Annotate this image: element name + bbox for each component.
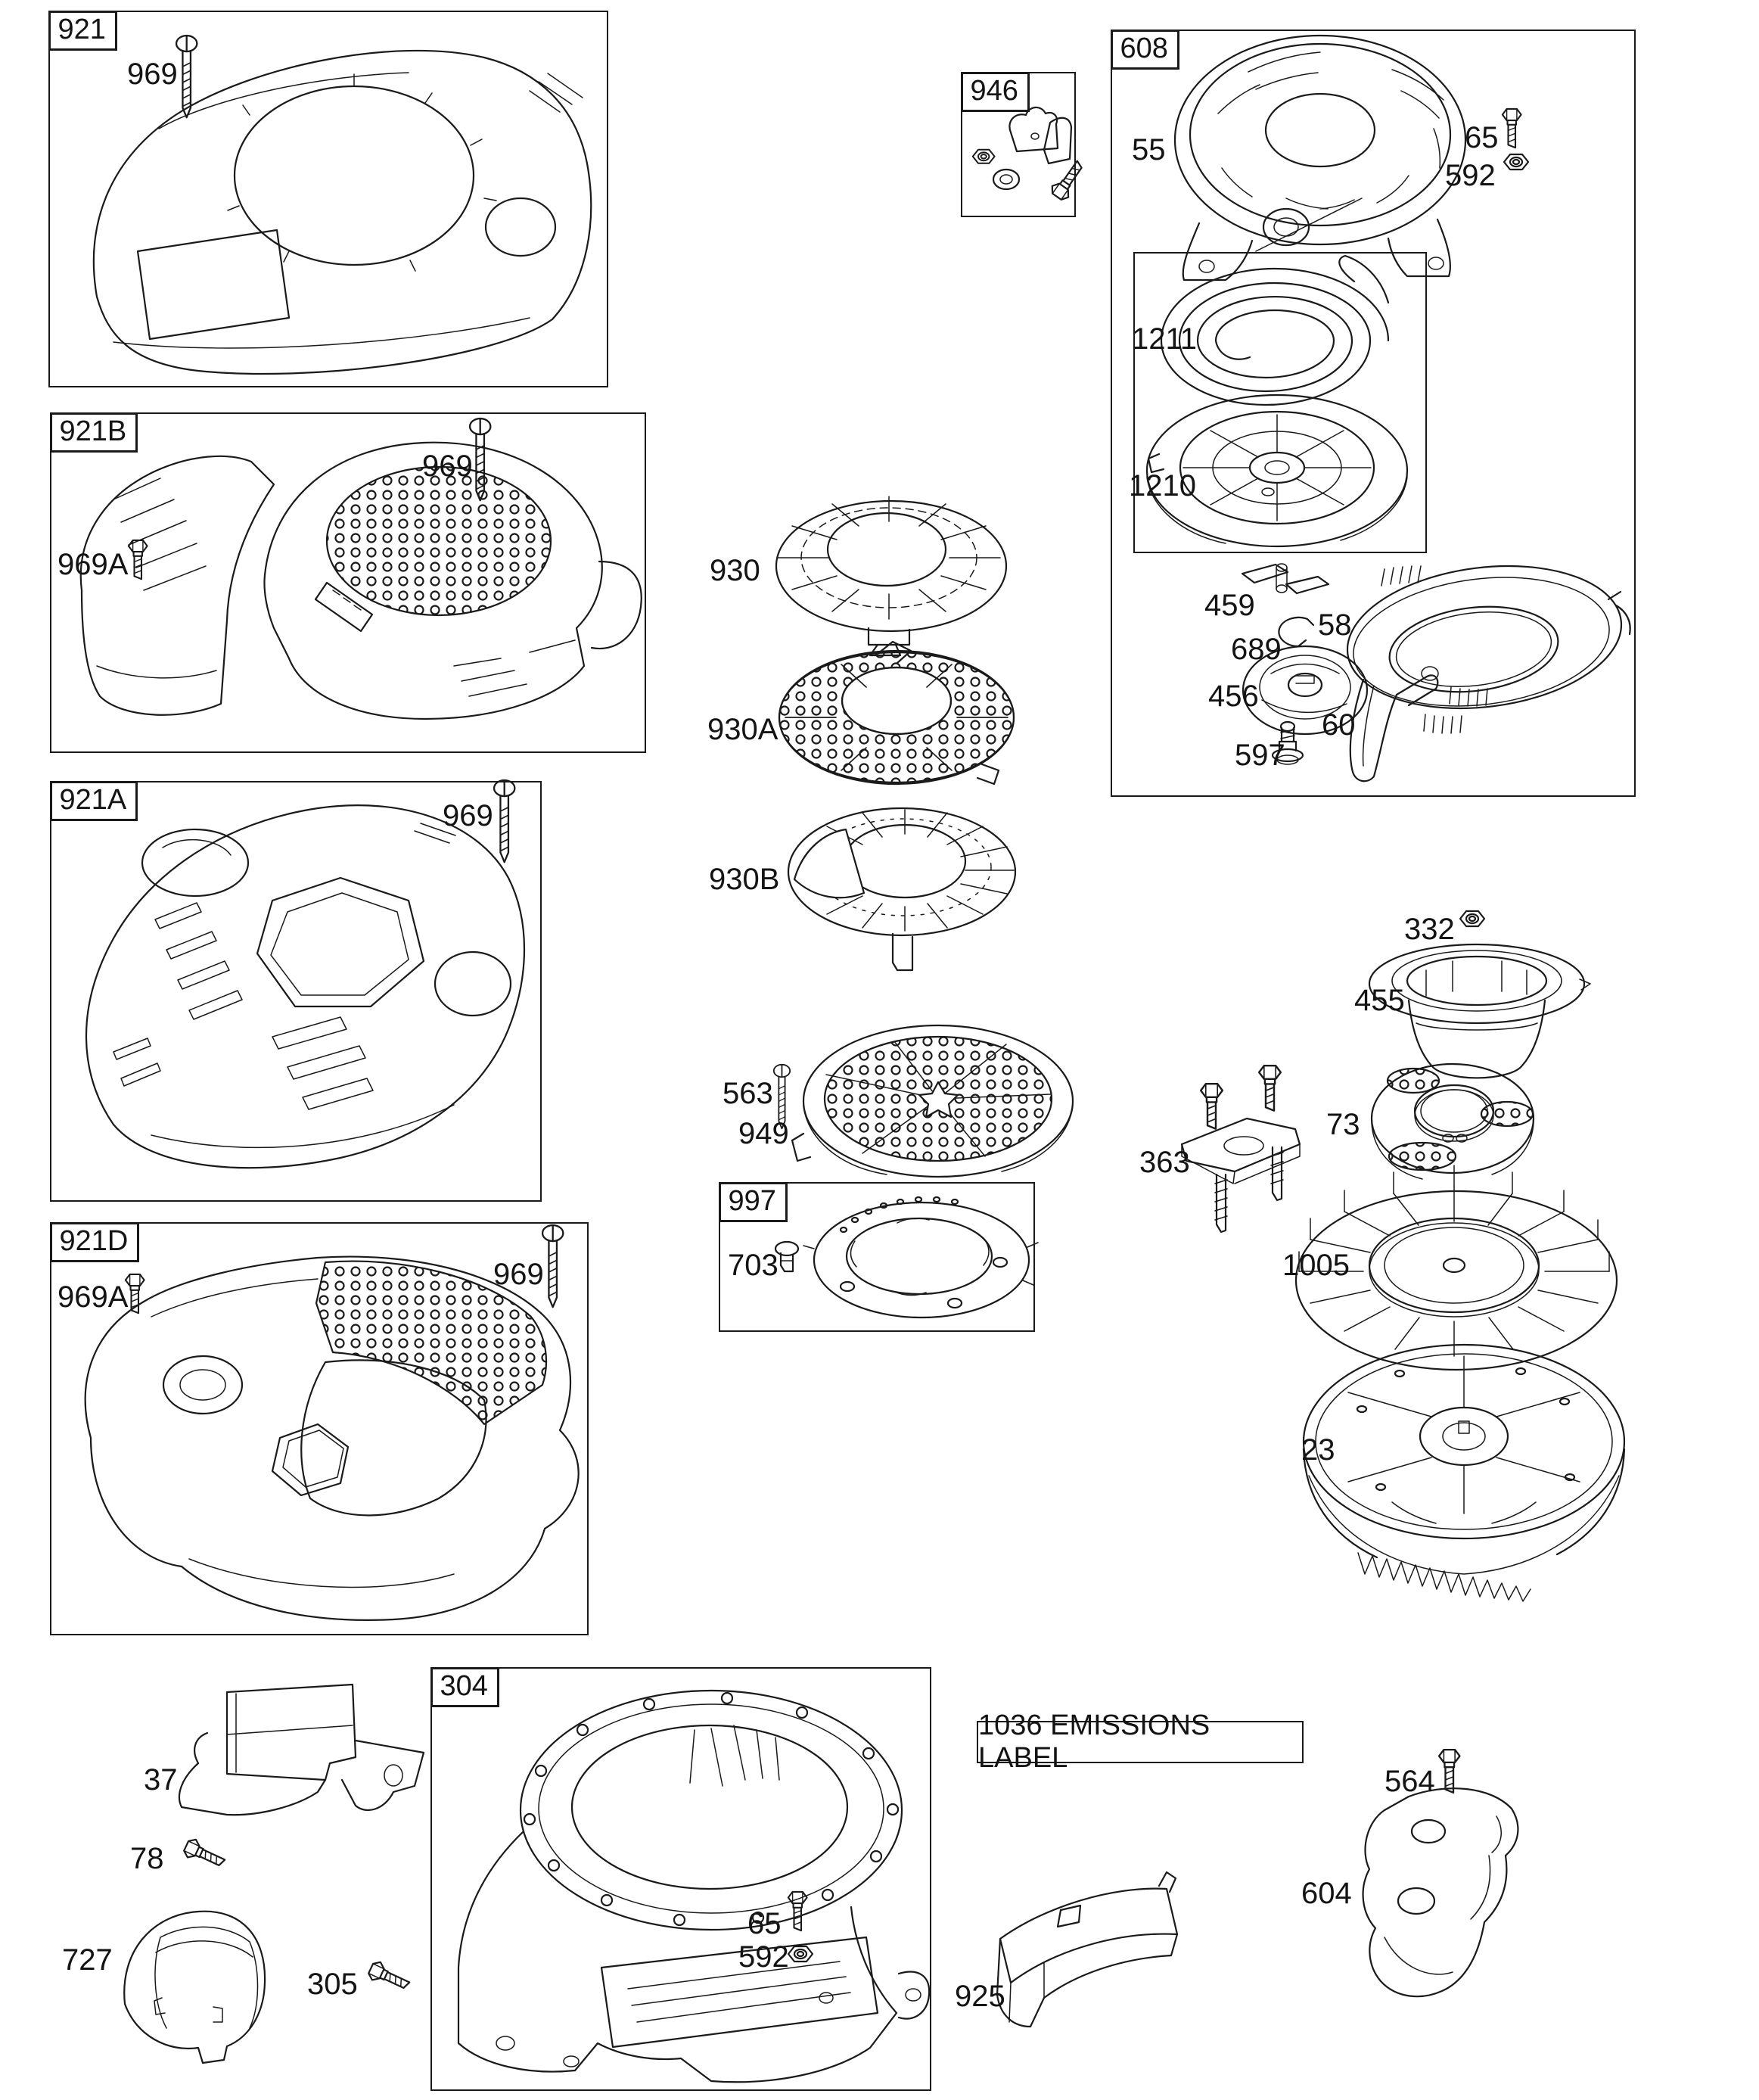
callout-925: 925: [955, 1980, 1005, 2013]
callout-455: 455: [1354, 984, 1405, 1017]
callout-58: 58: [1318, 608, 1352, 642]
bolt-564-icon: [1439, 1750, 1459, 1793]
box-304: [430, 1667, 931, 2091]
callout-969A-921D: 969A: [57, 1280, 129, 1314]
callout-65-304: 65: [747, 1907, 782, 1940]
sketch-rotating-screen-930B: [788, 808, 1015, 970]
box-946: [961, 72, 1076, 217]
box-921A: [50, 781, 542, 1202]
callout-1210: 1210: [1129, 469, 1196, 502]
callout-592-304: 592: [738, 1940, 789, 1974]
callout-459: 459: [1204, 589, 1255, 622]
sketch-rotating-screen-930: [776, 496, 1006, 655]
callout-969-921: 969: [127, 58, 178, 91]
box-921B: [50, 412, 646, 753]
callout-597: 597: [1235, 739, 1285, 772]
sketch-flywheel-23: [1304, 1345, 1624, 1601]
callout-1005: 1005: [1282, 1249, 1350, 1282]
bolt-305-icon: [367, 1959, 412, 1994]
box-tab-921B: 921B: [50, 412, 138, 453]
callout-332: 332: [1404, 913, 1455, 946]
bolt-78-icon: [182, 1837, 228, 1871]
box-tab-608: 608: [1111, 30, 1179, 70]
sketch-cover-727: [124, 1912, 265, 2063]
box-1036: 1036 EMISSIONS LABEL: [977, 1721, 1304, 1763]
box-rewind-inner: [1133, 252, 1427, 553]
sketch-flywheel-puller-363: [1182, 1066, 1300, 1232]
callout-456: 456: [1208, 680, 1259, 713]
box-tab-304: 304: [430, 1667, 499, 1708]
callout-564: 564: [1385, 1765, 1435, 1798]
callout-604: 604: [1301, 1877, 1352, 1910]
sketch-cover-925: [997, 1872, 1177, 2027]
callout-930: 930: [710, 554, 760, 587]
callout-727: 727: [62, 1943, 113, 1977]
callout-1211: 1211: [1132, 322, 1198, 356]
sketch-baffle-37: [179, 1685, 424, 1815]
callout-23: 23: [1301, 1433, 1335, 1467]
box-tab-921D: 921D: [50, 1222, 140, 1263]
callout-563: 563: [723, 1077, 773, 1110]
sketch-washer-73: [1372, 1064, 1534, 1179]
callout-969-921B: 969: [422, 450, 473, 483]
box-tab-946: 946: [961, 72, 1030, 113]
callout-949: 949: [738, 1117, 789, 1150]
callout-592-608: 592: [1445, 159, 1496, 192]
callout-930A: 930A: [707, 713, 778, 746]
sketch-debris-screen-949: [792, 1025, 1073, 1177]
callout-55: 55: [1132, 133, 1166, 166]
box-tab-921: 921: [48, 11, 117, 51]
callout-969-921A: 969: [443, 799, 493, 832]
callout-60: 60: [1322, 708, 1356, 742]
callout-969-921D: 969: [493, 1258, 544, 1291]
callout-703: 703: [728, 1249, 778, 1282]
sketch-guard-604: [1363, 1788, 1518, 1996]
callout-73: 73: [1326, 1108, 1360, 1141]
callout-689: 689: [1231, 633, 1282, 666]
callout-78: 78: [130, 1842, 164, 1875]
box-tab-997: 997: [719, 1182, 788, 1223]
callout-363: 363: [1139, 1146, 1190, 1179]
callout-37: 37: [144, 1763, 178, 1797]
sketch-rotating-screen-930A: [779, 642, 1014, 784]
callout-305: 305: [307, 1968, 358, 2001]
callout-969A-921B: 969A: [57, 548, 129, 581]
callout-930B: 930B: [709, 863, 780, 896]
callout-65-608: 65: [1465, 121, 1499, 154]
box-tab-921A: 921A: [50, 781, 138, 822]
nut-332-icon: [1460, 911, 1484, 926]
